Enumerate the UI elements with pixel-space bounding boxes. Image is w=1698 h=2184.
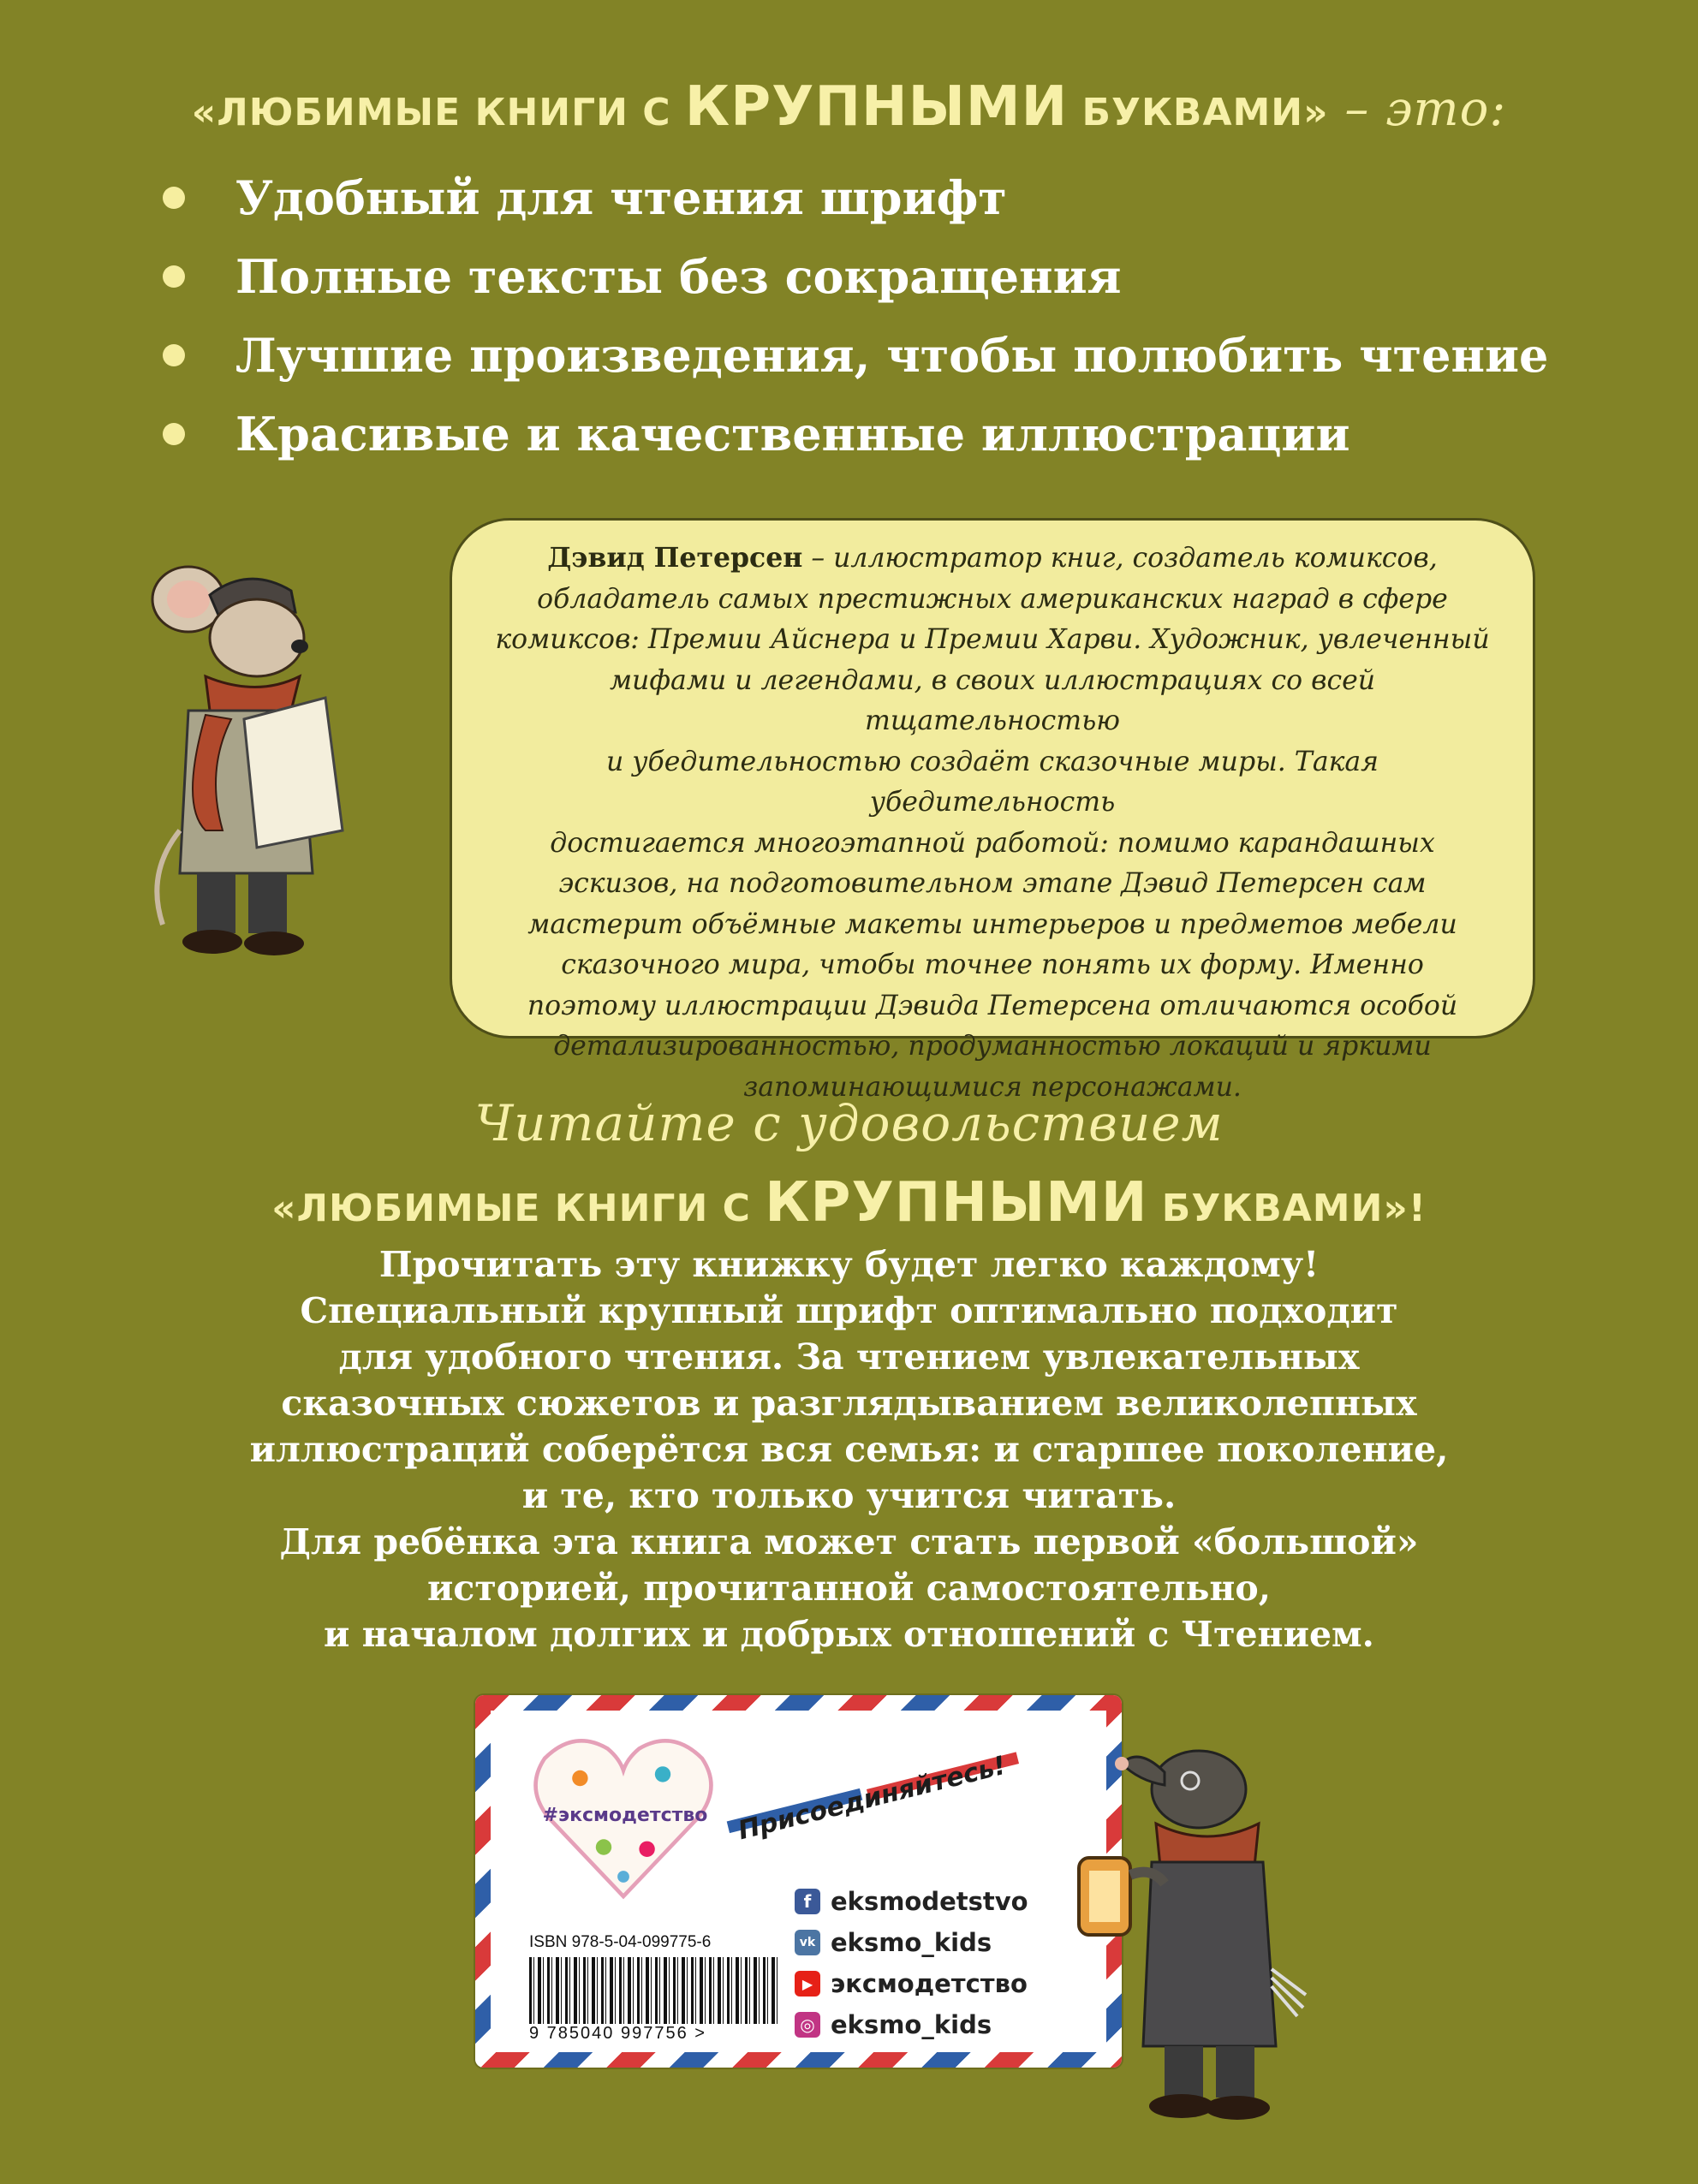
bullet-dot-icon [163,423,185,445]
social-youtube[interactable]: ▶ эксмодетство [795,1964,1028,2003]
feature-item: Удобный для чтения шрифт [163,158,1548,237]
isbn-number: ISBN 978-5-04-099775-6 [529,1933,712,1951]
bullet-dot-icon [163,265,185,288]
facebook-icon: f [795,1889,820,1914]
social-links [795,1882,1028,2046]
feature-item: Лучшие произведения, чтобы полюбить чтение [163,316,1548,395]
bullet-dot-icon [163,187,185,209]
illustrator-name: Дэвид Петерсен [547,542,803,574]
series-headline [0,75,1698,139]
hashtag-label: #эксмодетство [542,1805,708,1826]
join-label: Присоединяйтесь! [735,1750,1010,1847]
mouse-illustration [128,548,351,976]
feature-item: Красивые и качественные иллюстрации [163,395,1548,473]
instagram-icon: ◎ [795,2012,820,2038]
ean-digits: 9 785040 997756 > [529,2024,706,2043]
series-name-start: «ЛЮБИМЫЕ КНИГИ С [191,91,685,134]
series-name-end: БУКВАМИ» [1068,91,1329,134]
series-big-word: КРУПНЫМИ [684,75,1069,139]
feature-item: Полные тексты без сокращения [163,237,1548,316]
mole-illustration [1070,1721,1370,2132]
headline-suffix: – это: [1328,81,1507,137]
illustrator-bio: Дэвид Петерсен – иллюстратор книг, создатель комиксов, обладатель самых престижных американских наград в сфере комиксов: Премии Айснера и Премии Харви. Художник, увлеченный мифами и легендами, в своих иллюстрациях со всей тщательностью и убедительностью создаёт сказочные миры. Такая убедительность достигается многоэтапной работой: помимо карандашных эскизов, на подготовительном этапе Дэвид Петерсен сам мастерит объёмные макеты интерьеров и предметов мебели сказочного мира, чтобы точнее понять их форму. Именно поэтому иллюстрации Дэвида Петерсена отличаются особой детализированностью, продуманностью локаций и яркими запоминающимися персонажами. [450,518,1535,1038]
airmail-card [475,1695,1122,2068]
vk-icon: vk [795,1930,820,1955]
series-headline-2: «ЛЮБИМЫЕ КНИГИ С КРУПНЫМИ БУКВАМИ»! [271,1171,1427,1235]
description-text: Прочитать эту книжку будет легко каждому! Специальный крупный шрифт оптимально подходит для удобного чтения. За чтением увлекательных сказочных сюжетов и разглядыванием великолепных иллюстраций соберётся вся семья: и старшее поколение, и те, кто только учится читать. Для ребёнка эта книга может стать первой «большой» историей, прочитанной самостоятельно, и началом долгих и добрых отношений с Чтением. [249,1244,1449,1655]
barcode [529,1957,778,2024]
feature-list [163,158,1548,473]
bullet-dot-icon [163,344,185,366]
social-instagram[interactable]: ◎ eksmo_kids [795,2005,1028,2044]
social-vk[interactable]: vk eksmo_kids [795,1923,1028,1962]
social-facebook[interactable]: f eksmodetstvo [795,1882,1028,1921]
read-with-pleasure: Читайте с удовольствием [474,1094,1224,1152]
youtube-icon: ▶ [795,1971,820,1997]
isbn-block [529,1933,786,2049]
